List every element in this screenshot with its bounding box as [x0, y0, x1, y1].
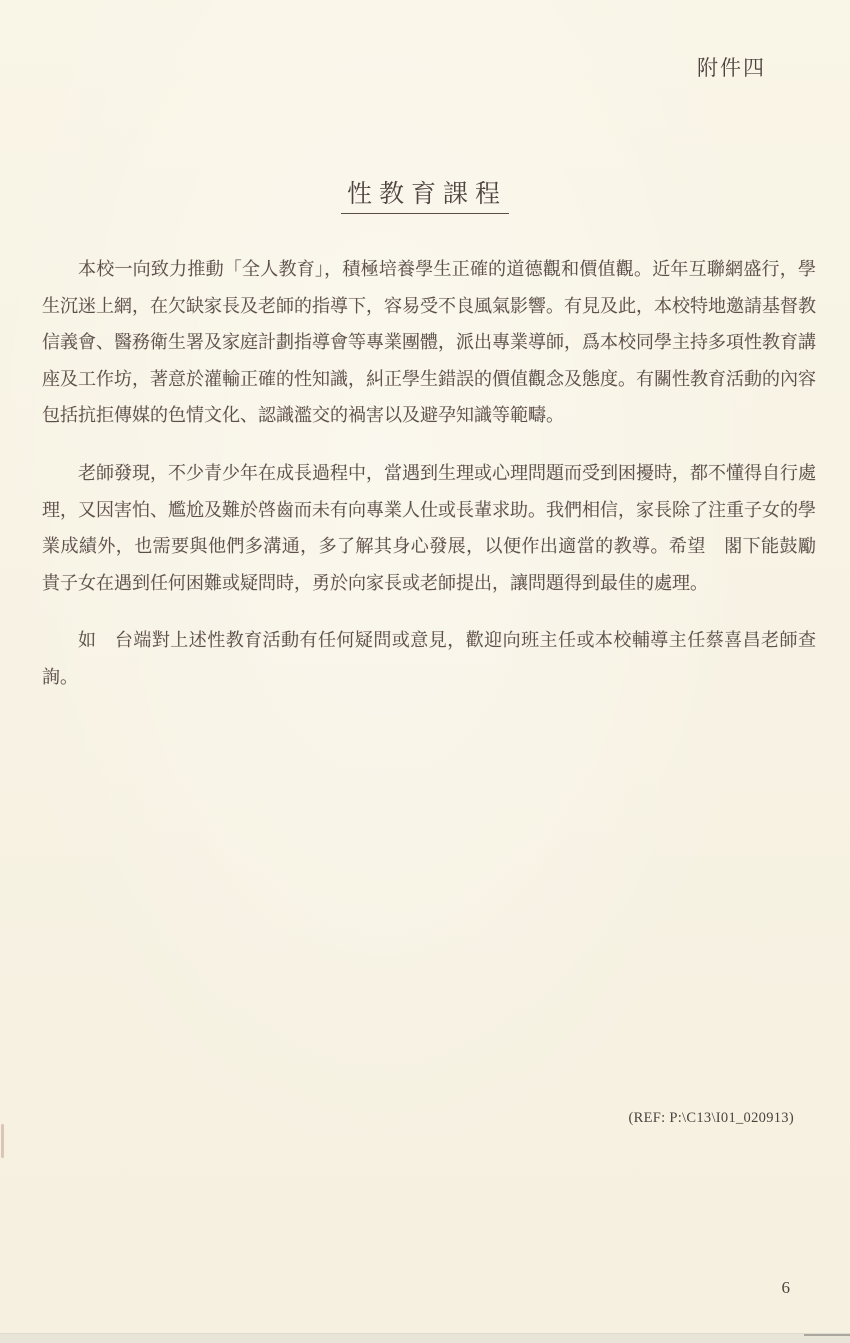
paragraph-introduction: 本校一向致力推動「全人教育」，積極培養學生正確的道德觀和價值觀。近年互聯網盛行，學生沉迷上網，在欠缺家長及老師的指導下，容易受不良風氣影響。有見及此，本校特地邀請基督教信義會、醫務衛生署及家庭計劃指導會等專業團體，派出專業導師，爲本校同學主持多項性教育講座及工作坊，著意於灌輸正確的性知識，糾正學生錯誤的價值觀念及態度。有關性教育活動的內容包括抗拒傳媒的色情文化、認識濫交的禍害以及避孕知識等範疇。: [42, 259, 816, 426]
page-number: 6: [781, 1278, 790, 1297]
paragraph-parent-advice: 老師發現，不少青少年在成長過程中，當遇到生理或心理問題而受到困擾時，都不懂得自行處理，又因害怕、尷尬及難於啓齒而未有向專業人仕或長輩求助。我們相信，家長除了注重子女的學業成績外，也需要與他們多溝通，多了解其身心發展，以便作出適當的教導。希望 閣下能鼓勵 貴子女在遇到任何困難或疑問時，勇於向家長或老師提出，讓問題得到最佳的處理。: [42, 462, 834, 593]
paragraph-enquiry: 如 台端對上述性教育活動有任何疑問或意見，歡迎向班主任或本校輔導主任蔡喜昌老師查詢。: [42, 630, 816, 687]
scan-edge-line: [804, 1334, 850, 1336]
page-title: 性教育課程: [341, 174, 509, 214]
scan-edge: [0, 1333, 850, 1343]
scan-artifact: [1, 1124, 4, 1158]
title-container: [0, 174, 850, 214]
attachment-label: 附件四: [697, 56, 766, 80]
reference-code: (REF: P:\C13\I01_020913): [628, 1110, 794, 1126]
letter-body: [42, 251, 834, 696]
